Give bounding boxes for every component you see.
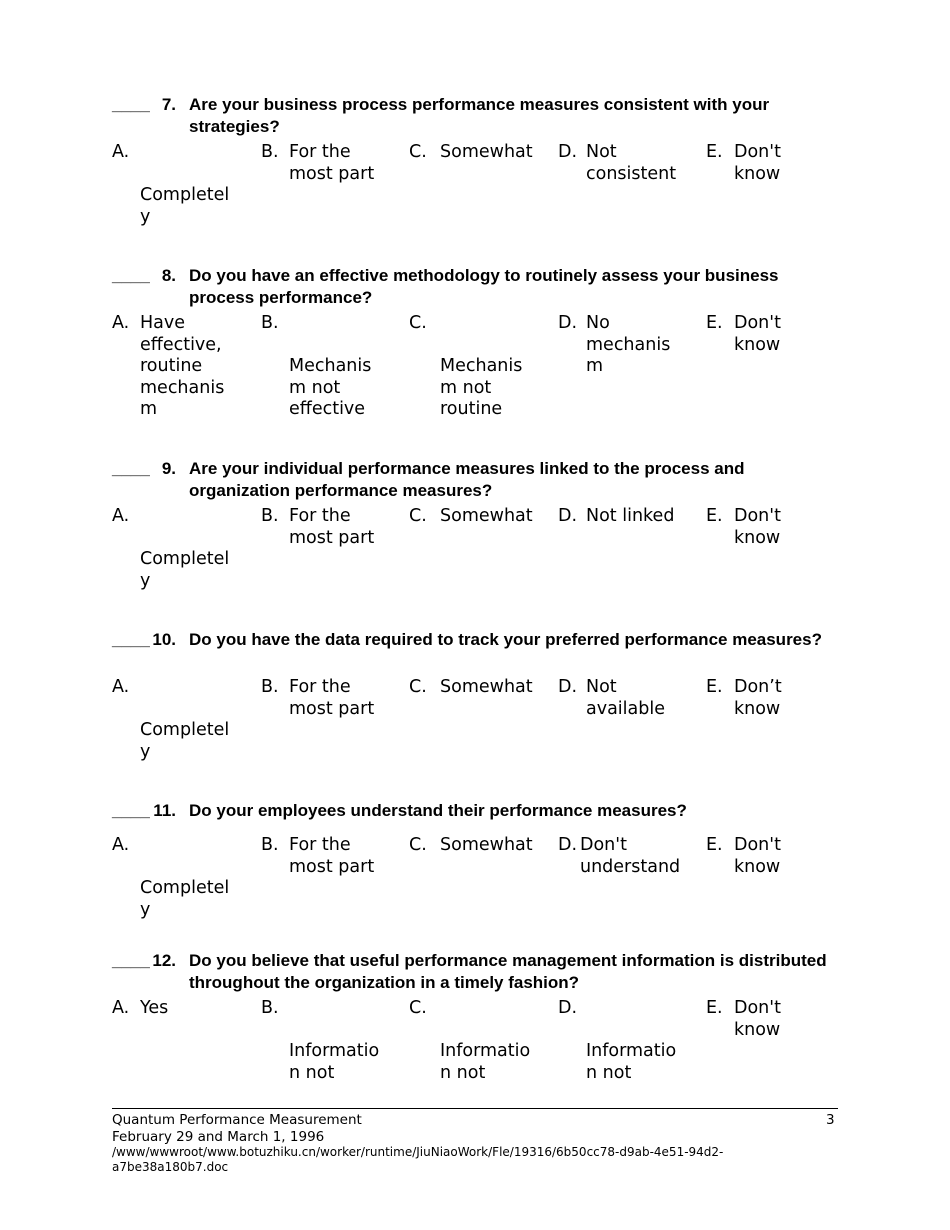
- option-text: Informatio n not: [440, 1041, 531, 1083]
- question-text: Are your business process performance measures consistent with your strategies?: [189, 95, 770, 136]
- question-text: Do you believe that useful performance management information is distributed throughout the organization in a timely fashion?: [189, 951, 827, 992]
- answer-blank: ____: [112, 459, 150, 478]
- question-number: 7.: [161, 95, 176, 114]
- option-text: Completel y: [140, 720, 230, 762]
- option-letter: C.: [409, 998, 427, 1018]
- option-text: Don't know: [734, 835, 781, 877]
- option-letter: A.: [112, 998, 130, 1018]
- answer-blank: ____: [112, 630, 150, 649]
- option-text: For the most part: [289, 835, 375, 877]
- option-letter: E.: [706, 313, 723, 333]
- option-letter: D.: [558, 142, 578, 162]
- option-letter: D.: [558, 998, 578, 1018]
- options-row: [112, 677, 842, 797]
- question-11: [112, 800, 842, 955]
- option-letter: C.: [409, 677, 427, 697]
- question-header: [112, 950, 842, 998]
- answer-blank: ____: [112, 266, 150, 285]
- option-text: Completel y: [140, 878, 230, 920]
- option-text: No mechanis m: [586, 313, 671, 377]
- option-text: Mechanis m not routine: [440, 356, 523, 420]
- option-text: Completel y: [140, 185, 230, 227]
- option-letter: E.: [706, 506, 723, 526]
- option-text: Somewhat: [440, 835, 533, 855]
- question-header: [112, 458, 842, 506]
- option-text: Not linked: [586, 506, 675, 526]
- option-letter: B.: [261, 998, 279, 1018]
- footer-file-path: /www/wwwroot/www.botuzhiku.cn/worker/runtime/JiuNiaoWork/Fle/19316/6b50cc78-d9ab-4e51-94d2-a7be38a180b7.doc: [112, 1145, 724, 1174]
- option-letter: C.: [409, 506, 427, 526]
- option-letter: B.: [261, 677, 279, 697]
- option-text: For the most part: [289, 506, 375, 548]
- options-row: [112, 313, 842, 433]
- option-text: Don't know: [734, 142, 781, 184]
- option-letter: B.: [261, 313, 279, 333]
- option-letter: E.: [706, 998, 723, 1018]
- option-text: Not available: [586, 677, 665, 719]
- option-letter: A.: [112, 677, 130, 697]
- question-text: Do you have the data required to track your preferred performance measures?: [189, 630, 822, 649]
- option-text: Not consistent: [586, 142, 677, 184]
- option-letter: D.: [558, 835, 578, 855]
- answer-blank: ____: [112, 801, 150, 820]
- option-letter: A.: [112, 142, 130, 162]
- question-text: Do your employees understand their performance measures?: [189, 801, 687, 820]
- question-7: [112, 94, 842, 262]
- option-letter: E.: [706, 677, 723, 697]
- option-letter: B.: [261, 835, 279, 855]
- option-letter: B.: [261, 142, 279, 162]
- option-text: For the most part: [289, 677, 375, 719]
- question-number: 10.: [152, 630, 176, 649]
- question-header: [112, 629, 842, 677]
- option-text: Somewhat: [440, 142, 533, 162]
- option-letter: A.: [112, 313, 130, 333]
- question-header: [112, 800, 842, 835]
- option-text: For the most part: [289, 142, 375, 184]
- question-number: 11.: [153, 801, 176, 820]
- page-number: 3: [826, 1112, 835, 1128]
- option-letter: D.: [558, 506, 578, 526]
- option-text: Yes: [140, 998, 169, 1018]
- question-9: [112, 458, 842, 626]
- option-letter: C.: [409, 142, 427, 162]
- option-text: Don't understand: [580, 835, 681, 877]
- question-10: [112, 629, 842, 797]
- option-text: Mechanis m not effective: [289, 356, 372, 420]
- option-text: Don’t know: [734, 677, 782, 719]
- footer-dates: February 29 and March 1, 1996: [112, 1129, 325, 1145]
- options-row: [112, 506, 842, 626]
- question-number: 8.: [161, 266, 176, 285]
- question-12: [112, 950, 842, 1098]
- question-text: Do you have an effective methodology to routinely assess your business process performance?: [189, 266, 779, 307]
- option-letter: C.: [409, 835, 427, 855]
- option-letter: A.: [112, 835, 130, 855]
- option-text: Have effective, routine mechanis m: [140, 313, 225, 420]
- option-text: Completel y: [140, 549, 230, 591]
- option-letter: D.: [558, 313, 578, 333]
- options-row: [112, 835, 842, 955]
- options-row: [112, 142, 842, 262]
- footer-title: Quantum Performance Measurement: [112, 1112, 362, 1128]
- footer-divider: [112, 1108, 838, 1109]
- option-text: Don't know: [734, 998, 781, 1040]
- option-letter: A.: [112, 506, 130, 526]
- option-letter: B.: [261, 506, 279, 526]
- option-text: Somewhat: [440, 506, 533, 526]
- option-text: Informatio n not: [289, 1041, 380, 1083]
- option-text: Informatio n not: [586, 1041, 677, 1083]
- option-text: Don't know: [734, 313, 781, 355]
- question-number: 9.: [161, 459, 176, 478]
- question-8: [112, 265, 842, 433]
- option-text: Somewhat: [440, 677, 533, 697]
- question-number: 12.: [152, 951, 176, 970]
- options-row: [112, 998, 842, 1098]
- option-letter: E.: [706, 835, 723, 855]
- option-text: Don't know: [734, 506, 781, 548]
- answer-blank: ____: [112, 95, 150, 114]
- option-letter: E.: [706, 142, 723, 162]
- question-text: Are your individual performance measures linked to the process and organization performance measures?: [189, 459, 745, 500]
- question-header: [112, 265, 842, 313]
- option-letter: C.: [409, 313, 427, 333]
- answer-blank: ____: [112, 951, 150, 970]
- option-letter: D.: [558, 677, 578, 697]
- question-header: [112, 94, 842, 142]
